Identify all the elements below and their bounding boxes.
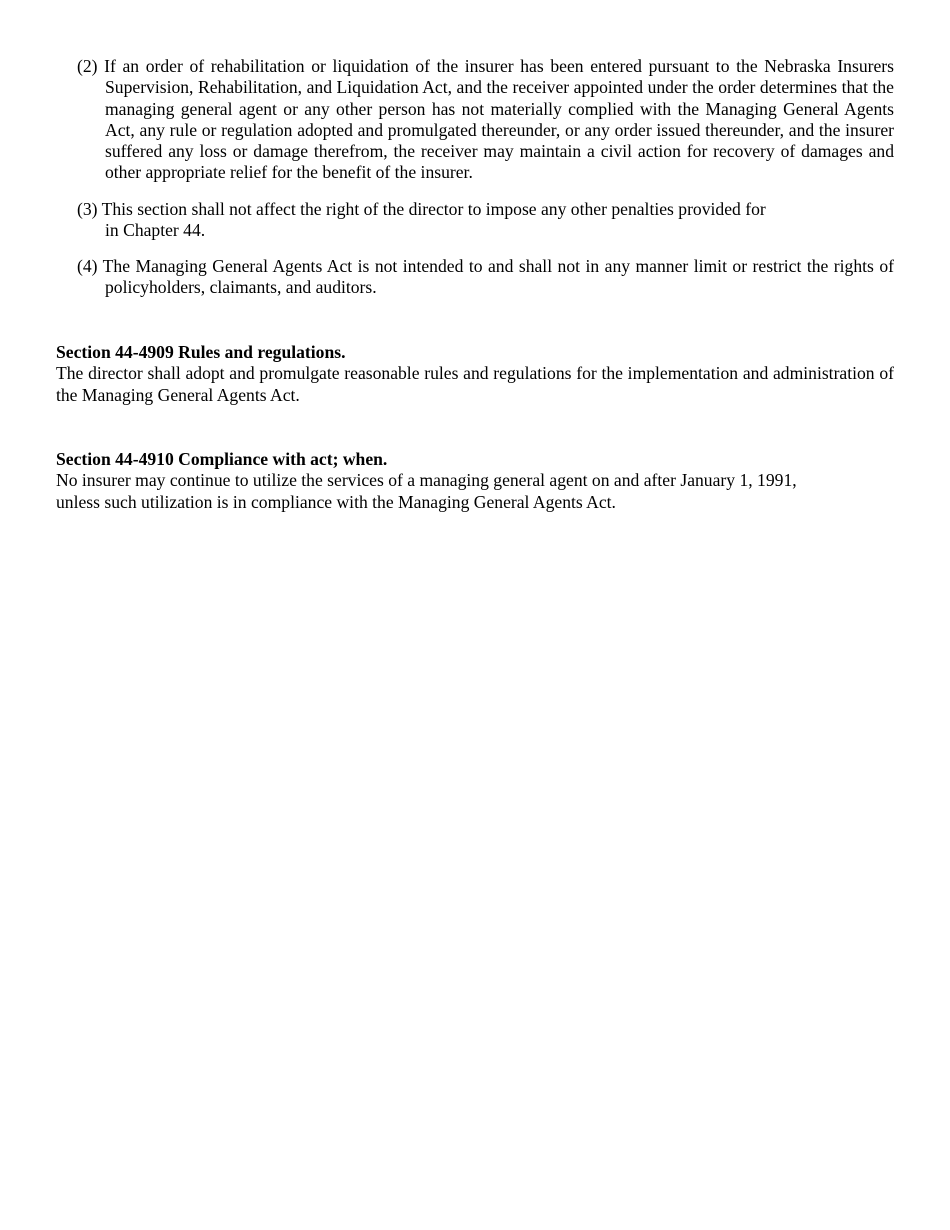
section-body-line-2: unless such utilization is in compliance with the Managing General Agents Act. xyxy=(56,491,616,512)
section-title: Section 44-4910 Compliance with act; when. xyxy=(56,449,388,469)
section-title: Section 44-4909 Rules and regulations. xyxy=(56,342,346,362)
subsection-3 xyxy=(77,199,894,242)
subsection-3-line-1: (3) This section shall not affect the right of the director to impose any other penalties provided for xyxy=(77,199,766,219)
subsection-3-line-2: in Chapter 44. xyxy=(105,220,206,241)
section-body: The director shall adopt and promulgate reasonable rules and regulations for the implementation and administration of the Managing General Agents Act. xyxy=(56,363,894,405)
subsection-2: (2) If an order of rehabilitation or liquidation of the insurer has been entered pursuant to the Nebraska Insurers Supervision, Rehabilitation, and Liquidation Act, and the receiver appointed under the order determines that the managing general agent or any other person has not materially complied with the Managing General Agents Act, any rule or regulation adopted and promulgated thereunder, or any order issued thereunder, and the insurer suffered any loss or damage therefrom, the receiver may maintain a civil action for recovery of damages and other appropriate relief for the benefit of the insurer. xyxy=(77,56,894,183)
section-44-4910 xyxy=(56,449,894,513)
section-body-line-1: No insurer may continue to utilize the services of a managing general agent on and after January 1, 1991, xyxy=(56,470,797,491)
subsection-4: (4) The Managing General Agents Act is not intended to and shall not in any manner limit or restrict the rights of policyholders, claimants, and auditors. xyxy=(77,256,894,298)
section-44-4909 xyxy=(56,342,894,406)
section-body xyxy=(56,470,894,513)
